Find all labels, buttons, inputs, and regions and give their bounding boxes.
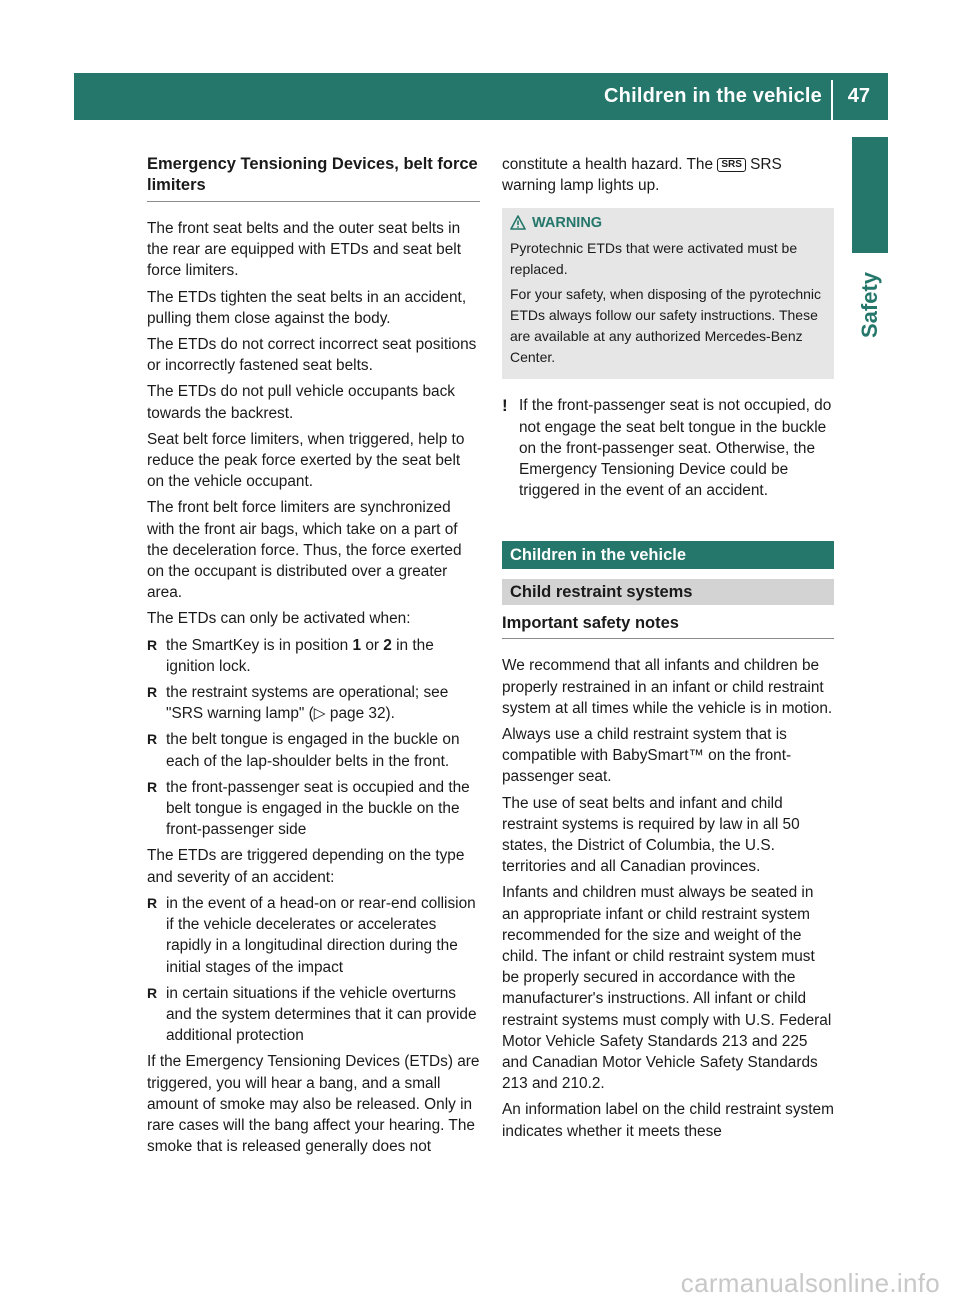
paragraph: The ETDs tighten the seat belts in an accident, pulling them close against the body. — [147, 288, 467, 327]
paragraph: We recommend that all infants and children be properly restrained in an infant or child restraint system at all times while the vehicle is in motion. — [502, 657, 833, 717]
warning-triangle-icon — [510, 215, 526, 230]
watermark: carmanualsonline.info — [680, 1268, 940, 1298]
paragraph: If the Emergency Tensioning Devices (ETDs) are triggered, you will hear a bang, and a small amount of smoke may also be released. Only in rare cases will the bang affect your hearing. The smoke that is released generally does not — [147, 1053, 480, 1156]
subsection-bar: Child restraint systems — [502, 579, 834, 605]
paragraph: The front belt force limiters are synchronized with the front air bags, which take on a part of the deceleration force. Thus, the force exerted on the occupant is distributed over a greater area. — [147, 499, 462, 602]
left-column — [147, 154, 480, 1162]
page-reference-link[interactable]: page 32). — [325, 705, 395, 723]
list-item: R the SmartKey is in position 1 or 2 in the ignition lock. — [147, 635, 480, 677]
section-heading-etd: Emergency Tensioning Devices, belt force limiters — [147, 154, 480, 202]
section-bar: Children in the vehicle — [502, 541, 834, 569]
paragraph: The use of seat belts and infant and child restraint systems is required by law in all 50 states, the District of Columbia, the U.S. territories and all Canadian provinces. — [502, 794, 800, 876]
chapter-label-text: Safety — [857, 271, 883, 339]
page-header — [74, 73, 888, 120]
paragraph: The ETDs do not pull vehicle occupants back towards the backrest. — [147, 383, 455, 422]
chapter-tab — [852, 137, 888, 253]
warning-text: For your safety, when disposing of the pyrotechnic ETDs always follow our safety instructions. These are available at any authorized Mercedes-Benz Center. — [510, 286, 822, 366]
exclamation-icon: ! — [502, 396, 508, 416]
activation-conditions-list — [147, 635, 480, 841]
paragraph: The ETDs do not correct incorrect seat positions or incorrectly fastened seat belts. — [147, 336, 477, 375]
paragraph: The front seat belts and the outer seat belts in the rear are equipped with ETDs and seat belt force limiters. — [147, 220, 461, 280]
header-divider — [831, 80, 833, 120]
warning-box — [502, 208, 834, 379]
list-item: R the front-passenger seat is occupied and the belt tongue is engaged in the buckle on the front-passenger side — [147, 777, 480, 841]
right-column — [502, 154, 834, 1147]
warning-title: WARNING — [510, 213, 826, 234]
paragraph: Always use a child restraint system that is compatible with BabySmart™ on the front-passenger seat. — [502, 726, 792, 786]
paragraph: Infants and children must always be seated in an appropriate infant or child restraint system recommended for the size and weight of the child. The infant or child restraint system must be properly secured in accordance with the manufacturer's instructions. All infant or child restraint systems must comply with U.S. Federal Motor Vehicle Safety Standards 213 and 225 and Canadian Motor Vehicle Safety Standards 213 and 210.2. — [502, 884, 832, 1093]
trigger-conditions-list — [147, 893, 480, 1046]
paragraph: The ETDs are triggered depending on the type and severity of an accident: — [147, 847, 465, 886]
note-text: If the front-passenger seat is not occupied, do not engage the seat belt tongue in the buckle on the front-passenger seat. Otherwise, the Emergency Tensioning Device could be triggered in the event of an accident. — [519, 397, 832, 500]
srs-icon: SRS — [717, 158, 746, 172]
list-item: R the belt tongue is engaged in the buckle on each of the lap-shoulder belts in the front. — [147, 729, 480, 771]
list-item: R in certain situations if the vehicle overturns and the system determines that it can provide additional protection — [147, 983, 480, 1047]
subheading: Important safety notes — [502, 613, 834, 639]
paragraph: constitute a health hazard. The SRS SRS warning lamp lights up. — [502, 156, 782, 195]
paragraph: Seat belt force limiters, when triggered, help to reduce the peak force exerted by the seat belt on the vehicle occupant. — [147, 430, 465, 491]
paragraph: An information label on the child restraint system indicates whether it meets these — [502, 1101, 834, 1140]
paragraph: The ETDs can only be activated when: — [147, 610, 411, 628]
list-item: R in the event of a head-on or rear-end collision if the vehicle decelerates or accelerates rapidly in a longitudinal direction during the initial stages of the impact — [147, 893, 480, 978]
page-reference-arrow-icon: ▷ — [313, 705, 326, 723]
list-item: R the restraint systems are operational; see "SRS warning lamp" (▷ page 32). — [147, 682, 480, 724]
page-number: 47 — [847, 85, 870, 107]
warning-text: Pyrotechnic ETDs that were activated must be replaced. — [510, 240, 798, 278]
chapter-label — [852, 260, 888, 350]
header-title: Children in the vehicle — [604, 85, 822, 107]
note — [502, 395, 834, 501]
